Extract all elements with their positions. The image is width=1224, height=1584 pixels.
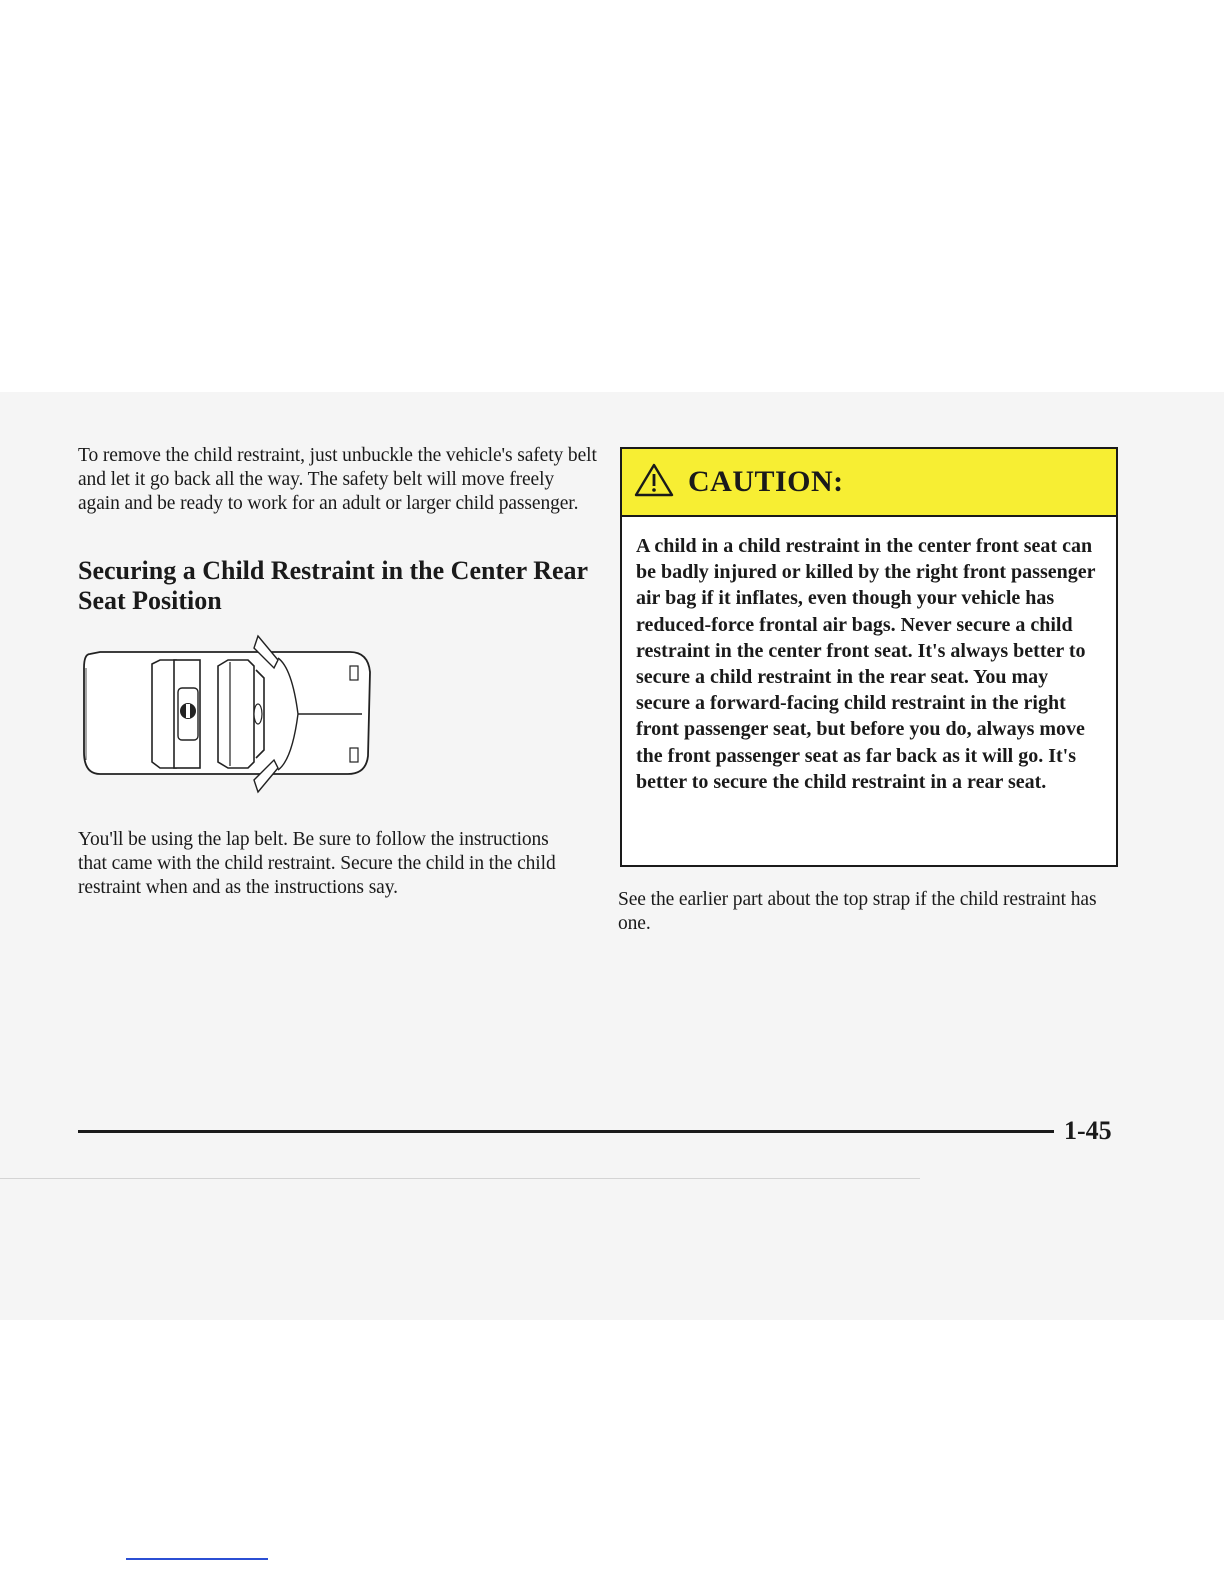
closing-section <box>78 828 558 900</box>
caution-header <box>622 449 1116 517</box>
note-paragraph: See the earlier part about the top strap if the child restraint has one. <box>618 889 1097 934</box>
note-section <box>618 888 1098 936</box>
caution-title: CAUTION: <box>688 465 844 498</box>
divider <box>126 1558 268 1560</box>
section-heading: Securing a Child Restraint in the Center Rear Seat Position <box>78 556 588 615</box>
page-number: 1-45 <box>1064 1116 1112 1145</box>
caution-box <box>620 447 1118 867</box>
intro-paragraph: To remove the child restraint, just unbuckle the vehicle's safety belt and let it go back all the way. The safety belt will move freely again and be ready to work for an adult or larger child passenger. <box>78 445 597 514</box>
warning-triangle-icon <box>634 463 674 502</box>
caution-body: A child in a child restraint in the center front seat can be badly injured or killed by the right front passenger air bag if it inflates, even though your vehicle has reduced-force frontal air bags. Never secure a child restraint in the center front seat. It's always better to secure a child restraint in the rear seat. You may secure a forward-facing child restraint in the right front passenger seat, but before you do, always move the front passenger seat as far back as it will go. It's better to secure the child restraint in a rear seat. <box>636 535 1096 793</box>
intro-section <box>78 444 598 516</box>
car-top-view-center-rear-seat-icon <box>78 634 378 794</box>
footer-rule <box>78 1130 1054 1133</box>
divider <box>0 1178 920 1179</box>
closing-paragraph: You'll be using the lap belt. Be sure to follow the instructions that came with the child restraint. Secure the child in the child restraint when and as the instructions say. <box>78 829 556 898</box>
